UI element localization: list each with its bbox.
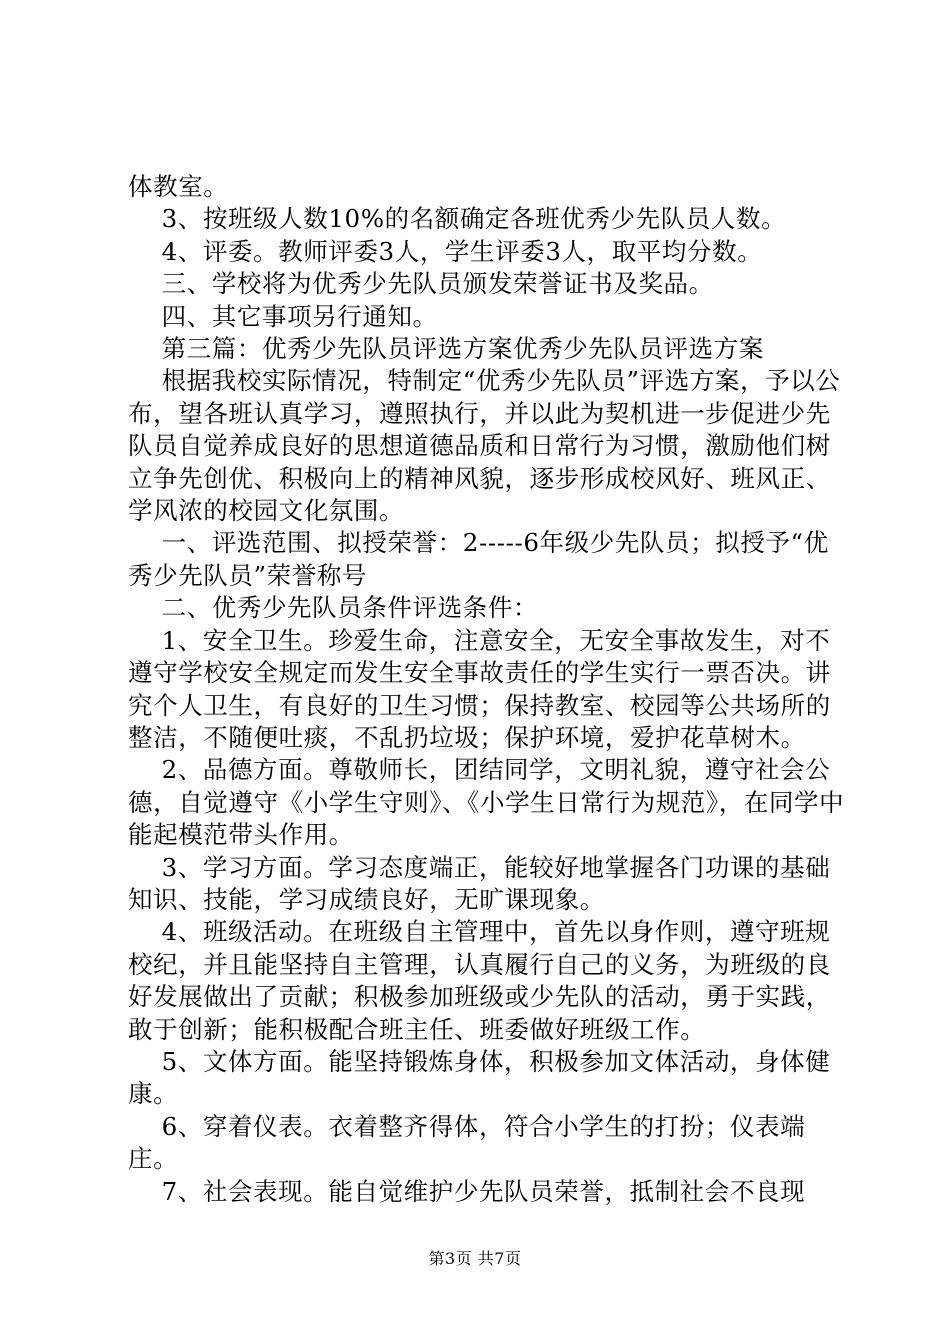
- document-body: [128, 171, 848, 1208]
- paragraph: 二、优秀少先队员条件评选条件：: [128, 593, 539, 623]
- paragraph: 4、班级活动。在班级自主管理中，首先以身作则，遵守班规校纪，并且能坚持自主管理，认真履行自己的义务，为班级的良好发展做出了贡献；积极参加班级或少先队的活动，勇于实践，敢于创新；能积极配合班主任、班委做好班级工作。: [128, 917, 831, 1044]
- paragraph: 一、评选范围、拟授荣誉：2-----6年级少先队员；拟授予“优秀少先队员”荣誉称号: [128, 528, 829, 590]
- paragraph: 1、安全卫生。珍爱生命，注意安全，无安全事故发生，对不遵守学校安全规定而发生安全事故责任的学生实行一票否决。讲究个人卫生，有良好的卫生习惯；保持教室、校园等公共场所的整洁，不随便吐痰，不乱扔垃圾；保护环境，爱护花草树木。: [128, 625, 831, 752]
- paragraph: 三、学校将为优秀少先队员颁发荣誉证书及奖品。: [128, 269, 714, 299]
- page-number-footer: 第3页 共7页: [428, 1249, 522, 1268]
- paragraph: 5、文体方面。能坚持锻炼身体，积极参加文体活动，身体健康。: [128, 1046, 831, 1109]
- paragraph: 7、社会表现。能自觉维护少先队员荣誉，抵制社会不良现: [128, 1176, 806, 1206]
- paragraph: 四、其它事项另行通知。: [128, 301, 438, 331]
- paragraph: 根据我校实际情况，特制定“优秀少先队员”评选方案，予以公布，望各班认真学习，遵照执行，并以此为契机进一步促进少先队员自觉养成良好的思想道德品质和日常行为习惯，激励他们树立争先创优、积极向上的精神风貌，逐步形成校风好、班风正、学风浓的校园文化氛围。: [128, 366, 841, 526]
- paragraph: 3、按班级人数10%的名额确定各班优秀少先队员人数。: [128, 204, 787, 234]
- paragraph: 2、品德方面。尊敬师长，团结同学，文明礼貌，遵守社会公德，自觉遵守《小学生守则》、《小学生日常行为规范》，在同学中能起模范带头作用。: [128, 755, 845, 850]
- paragraph: 4、评委。教师评委3人，学生评委3人，取平均分数。: [128, 236, 763, 266]
- paragraph: 6、穿着仪表。衣着整齐得体，符合小学生的打扮；仪表端庄。: [128, 1111, 806, 1174]
- paragraph: 体教室。: [128, 172, 229, 201]
- paragraph: 3、学习方面。学习态度端正，能较好地掌握各门功课的基础知识、技能，学习成绩良好，无旷课现象。: [128, 852, 831, 914]
- section-heading: 第三篇：优秀少先队员评选方案优秀少先队员评选方案: [128, 334, 764, 364]
